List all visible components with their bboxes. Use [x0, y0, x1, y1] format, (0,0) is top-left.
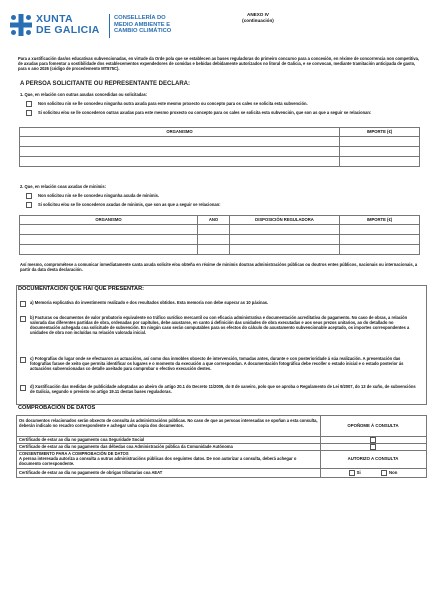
doc-c-checkbox[interactable]: [20, 357, 26, 363]
year-cell[interactable]: [198, 225, 230, 235]
organism-cell[interactable]: [20, 235, 198, 245]
col-year: ANO: [198, 216, 230, 225]
documentation-title: DOCUMENTACIÓN QUE HAI QUE PRESENTAR:: [18, 286, 144, 292]
consult-intro-row: Os documentos relacionados serán obxecto de consulta ás administracións públicas. No caso de que as persoas interesadas se opoñan a esta consulta, deberán indicalo no recadro correspondente e achegar unha copia dos documentos. OPOÑOME Á CONSULTA: [17, 416, 426, 437]
amount-cell[interactable]: [340, 235, 420, 245]
q1-none-checkbox[interactable]: [26, 101, 32, 107]
table-header-row: [20, 128, 420, 137]
question-2: 2. Que, en relación coas axudas de minimis:: [20, 184, 107, 189]
xunta-logo: [10, 12, 200, 42]
doc-d-checkbox[interactable]: [20, 385, 26, 391]
table-row: [20, 137, 420, 147]
q1-yes-checkbox[interactable]: [26, 110, 32, 116]
yes-label: Si: [356, 470, 361, 476]
q2-yes-checkbox[interactable]: [26, 202, 32, 208]
question-1: 1. Que, en relación con outras axudas concedidas ou solicitadas:: [20, 92, 148, 97]
organism-cell[interactable]: [20, 245, 198, 255]
consent-row: [17, 450, 426, 469]
q1-option-yes: Si solicitou e/ou se lle concederon outras axudas para este mesmo proxecto ou concepto para os cales se solicita esta subvención, que son as que a seguir se relacionan:: [26, 110, 430, 116]
oppose-header: OPOÑOME Á CONSULTA: [347, 423, 399, 428]
authorize-header: AUTORIZO A CONSULTA: [347, 456, 399, 461]
table-row: [20, 245, 420, 255]
table-row: [20, 225, 420, 235]
other-aids-table: [19, 127, 420, 167]
department-name: CONSELLERÍA DO MEDIO AMBIENTE E CAMBIO CLIMÁTICO: [114, 15, 172, 35]
amount-cell[interactable]: [340, 137, 420, 147]
col-regulation: DISPOSICIÓN REGULADORA: [230, 216, 340, 225]
col-organism: ORGANISMO: [20, 216, 198, 225]
authorize-yes-checkbox[interactable]: [349, 470, 355, 476]
regulation-cell[interactable]: [230, 235, 340, 245]
table-header-row: [20, 216, 420, 225]
consult-row-autonomous-debts: Certificado de estar ao día no pagamento das débedas coa Administración pública da Comunidade Autónoma: [17, 443, 426, 451]
amount-cell[interactable]: [340, 157, 420, 167]
regulation-cell[interactable]: [230, 245, 340, 255]
col-amount: IMPORTE (€): [340, 216, 420, 225]
minimis-aids-table: [19, 215, 420, 255]
organism-cell[interactable]: [20, 225, 198, 235]
year-cell[interactable]: [198, 235, 230, 245]
regulation-cell[interactable]: [230, 225, 340, 235]
amount-cell[interactable]: [340, 147, 420, 157]
xunta-emblem-icon: [10, 14, 32, 36]
annex-title: ANEXO IV (continuación): [242, 12, 274, 23]
consent-text: A persoa interesada autoriza a consulta a outras administracións públicas dos seguintes datos. De non autorizar a consulta, deberá achegar o documento correspondente.: [19, 456, 297, 467]
year-cell[interactable]: [198, 245, 230, 255]
declares-title: A PERSOA SOLICITANTE OU REPRESENTANTE DECLARA:: [20, 81, 191, 87]
doc-b-checkbox[interactable]: [20, 316, 26, 322]
table-row: [20, 235, 420, 245]
commitment-paragraph: Así mesmo, comprométese a comunicar inmediatamente canta axuda solicite e/ou obteña en réxime de minimis doutras administracións públicas ou doutros entes públicos, nacionais ou internacionais, a partir da data desta declaración.: [20, 262, 418, 273]
col-amount: IMPORTE (€): [340, 128, 420, 137]
data-check-table: [16, 415, 427, 478]
amount-cell[interactable]: [340, 245, 420, 255]
consult-row-aeat: Certificado de estar ao día no pagamento de obrigas tributarias coa AEAT Si Non: [19, 470, 398, 476]
doc-a-checkbox[interactable]: [20, 301, 26, 307]
q2-option-none: Non solicitou nin se lle concedeu ningunha axuda de minimis.: [26, 193, 420, 199]
data-check-title: COMPROBACIÓN DE DATOS: [18, 405, 96, 411]
brand-name: XUNTA DE GALICIA: [36, 13, 100, 36]
intro-paragraph: Para a xustificación das/os educativas subvencionadas, en virtude da Orde pola que se establecen as bases reguladoras do primeiro concurso para a concesión, en réxime de concorrencia non competitiva, de axudas para fomentar a sostibilidade dos establecementos expendedores de comidas e bebidas debidamente autorizados no litoral de Galicia, e se convocan, mediante tramitación anticipada de gasto, para o ano 2026 (código de procedemento MT875C).: [18, 56, 420, 72]
q1-option-none: Non solicitou nin se lle concedeu ningunha outra axuda para este mesmo proxecto ou concepto para os cales se solicita esta subvención.: [26, 101, 420, 107]
consent-title: CONSENTIMENTO PARA A COMPROBACIÓN DE DATOS: [19, 451, 129, 456]
brand-divider: [109, 14, 110, 38]
organism-cell[interactable]: [20, 147, 340, 157]
col-organism: ORGANISMO: [20, 128, 340, 137]
no-label: Non: [389, 470, 398, 476]
amount-cell[interactable]: [340, 225, 420, 235]
q2-option-yes: Si solicitou e/ou se lle concederon axudas de minimis, que son as que a seguir se relacionan:: [26, 202, 420, 208]
consult-row-social-security: Certificado de estar ao día no pagamento coa Seguridade Social: [17, 436, 426, 444]
table-row: [20, 147, 420, 157]
table-row: [20, 157, 420, 167]
organism-cell[interactable]: [20, 137, 340, 147]
q2-none-checkbox[interactable]: [26, 193, 32, 199]
organism-cell[interactable]: [20, 157, 340, 167]
authorize-no-checkbox[interactable]: [381, 470, 387, 476]
